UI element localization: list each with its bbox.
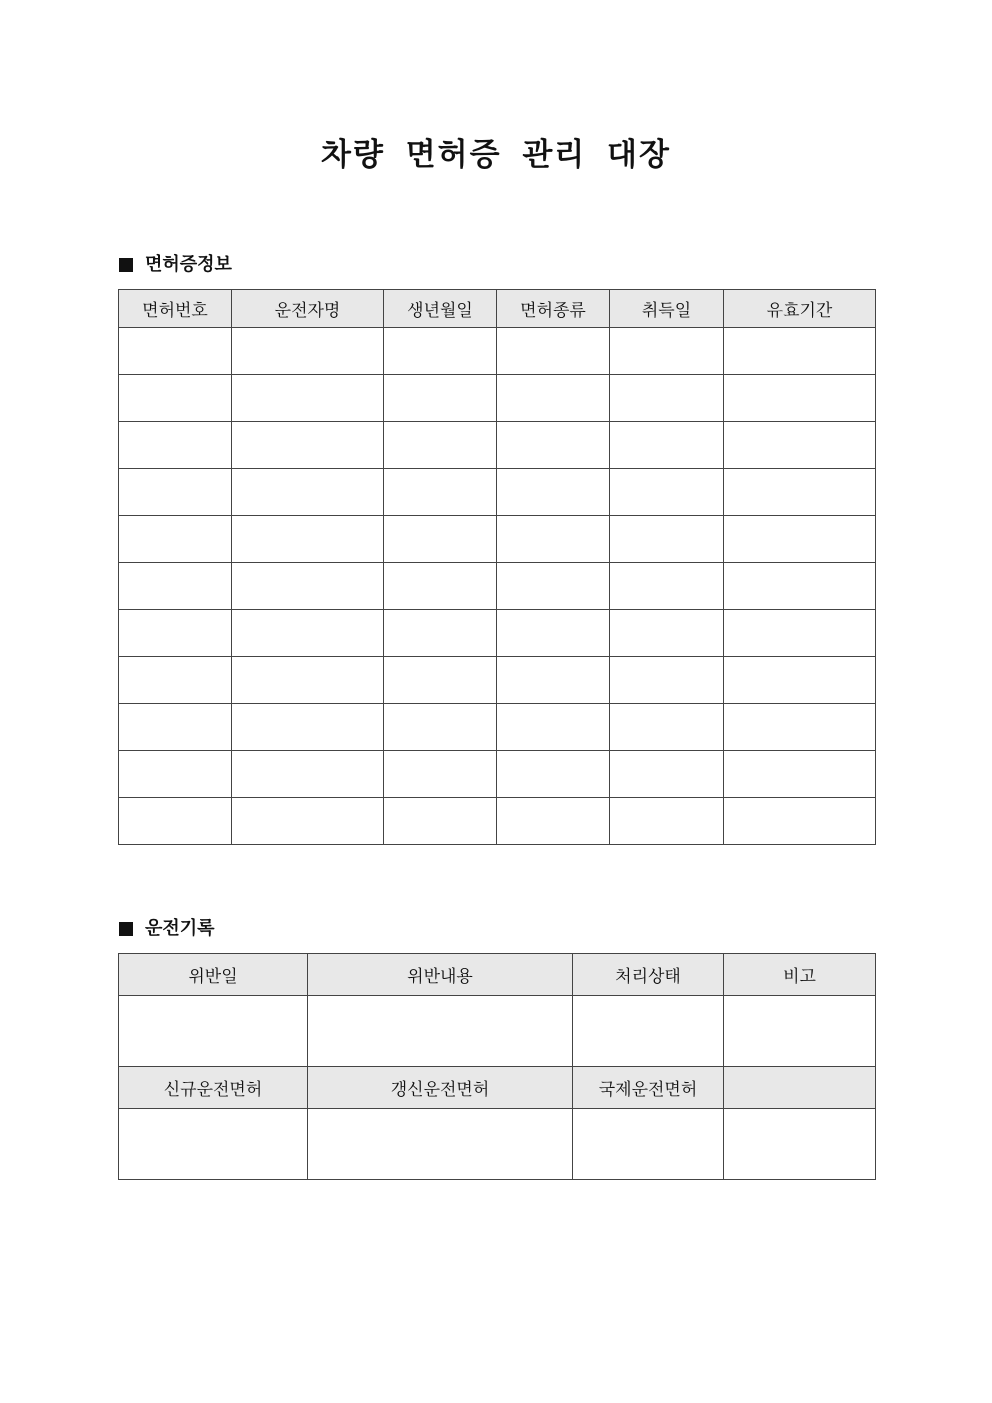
empty-cell[interactable] [232, 798, 384, 845]
empty-cell[interactable] [119, 516, 232, 563]
column-header: 면허종류 [497, 290, 610, 328]
table-row [119, 516, 876, 563]
empty-cell[interactable] [384, 563, 497, 610]
table-row [119, 610, 876, 657]
square-bullet-icon [119, 258, 133, 272]
empty-cell[interactable] [384, 704, 497, 751]
empty-cell[interactable] [497, 657, 610, 704]
driving-record-table [118, 953, 876, 1180]
empty-cell[interactable] [497, 704, 610, 751]
empty-cell[interactable] [384, 751, 497, 798]
section-heading-license [119, 252, 232, 278]
empty-cell[interactable] [119, 469, 232, 516]
empty-cell[interactable] [497, 798, 610, 845]
empty-cell[interactable] [119, 704, 232, 751]
empty-cell[interactable] [119, 610, 232, 657]
license-type-header-row [119, 1067, 876, 1109]
document-title: 차량 면허증 관리 대장 [321, 137, 671, 173]
empty-cell[interactable] [497, 375, 610, 422]
empty-cell[interactable] [610, 328, 724, 375]
empty-cell[interactable] [610, 657, 724, 704]
empty-cell[interactable] [119, 751, 232, 798]
empty-cell[interactable] [610, 422, 724, 469]
column-header: 생년월일 [384, 290, 497, 328]
empty-cell[interactable] [724, 798, 876, 845]
empty-cell[interactable] [384, 657, 497, 704]
empty-cell[interactable] [610, 798, 724, 845]
license-info-table [118, 289, 876, 845]
empty-cell[interactable] [119, 328, 232, 375]
empty-cell[interactable] [497, 328, 610, 375]
column-header: 신규운전면허 [119, 1067, 308, 1109]
empty-cell[interactable] [497, 469, 610, 516]
empty-cell[interactable] [232, 328, 384, 375]
empty-cell[interactable] [232, 469, 384, 516]
record-header-row [119, 954, 876, 996]
empty-cell[interactable] [610, 469, 724, 516]
table-row [119, 375, 876, 422]
empty-cell[interactable] [724, 375, 876, 422]
empty-cell[interactable] [724, 422, 876, 469]
empty-cell[interactable] [610, 610, 724, 657]
section-heading-driving-label: 운전기록 [145, 918, 215, 939]
empty-cell[interactable] [232, 375, 384, 422]
empty-cell[interactable] [232, 422, 384, 469]
empty-cell[interactable] [232, 563, 384, 610]
column-header: 처리상태 [573, 954, 724, 996]
table-row [119, 328, 876, 375]
empty-cell[interactable] [119, 657, 232, 704]
empty-cell[interactable] [384, 516, 497, 563]
empty-cell[interactable] [497, 422, 610, 469]
empty-cell[interactable] [232, 657, 384, 704]
table-row [119, 704, 876, 751]
column-header [724, 1067, 876, 1109]
empty-cell[interactable] [119, 1109, 308, 1180]
column-header: 국제운전면허 [573, 1067, 724, 1109]
empty-cell[interactable] [232, 610, 384, 657]
empty-cell[interactable] [232, 704, 384, 751]
empty-cell[interactable] [724, 516, 876, 563]
empty-cell[interactable] [610, 516, 724, 563]
table-row [119, 657, 876, 704]
empty-cell[interactable] [119, 422, 232, 469]
empty-cell[interactable] [724, 704, 876, 751]
empty-cell[interactable] [308, 1109, 573, 1180]
table-row [119, 996, 876, 1067]
table-row [119, 563, 876, 610]
section-heading-license-label: 면허증정보 [145, 254, 232, 275]
empty-cell[interactable] [119, 375, 232, 422]
empty-cell[interactable] [610, 751, 724, 798]
empty-cell[interactable] [610, 375, 724, 422]
empty-cell[interactable] [573, 1109, 724, 1180]
empty-cell[interactable] [232, 751, 384, 798]
empty-cell[interactable] [384, 610, 497, 657]
table-row [119, 422, 876, 469]
column-header: 위반일 [119, 954, 308, 996]
section-heading-driving [119, 916, 215, 942]
empty-cell[interactable] [724, 563, 876, 610]
empty-cell[interactable] [384, 375, 497, 422]
column-header: 위반내용 [308, 954, 573, 996]
table-row [119, 469, 876, 516]
empty-cell[interactable] [497, 610, 610, 657]
empty-cell[interactable] [610, 704, 724, 751]
empty-cell[interactable] [384, 422, 497, 469]
empty-cell[interactable] [724, 610, 876, 657]
empty-cell[interactable] [232, 516, 384, 563]
empty-cell[interactable] [724, 751, 876, 798]
table-row [119, 1109, 876, 1180]
column-header: 갱신운전면허 [308, 1067, 573, 1109]
empty-cell[interactable] [119, 563, 232, 610]
table-row [119, 798, 876, 845]
empty-cell[interactable] [724, 657, 876, 704]
column-header: 운전자명 [232, 290, 384, 328]
empty-cell[interactable] [724, 996, 876, 1067]
empty-cell[interactable] [308, 996, 573, 1067]
empty-cell[interactable] [497, 751, 610, 798]
empty-cell[interactable] [724, 469, 876, 516]
empty-cell[interactable] [119, 798, 232, 845]
empty-cell[interactable] [724, 328, 876, 375]
empty-cell[interactable] [610, 563, 724, 610]
square-bullet-icon [119, 922, 133, 936]
column-header: 유효기간 [724, 290, 876, 328]
license-header-row [119, 290, 876, 328]
column-header: 면허번호 [119, 290, 232, 328]
empty-cell[interactable] [724, 1109, 876, 1180]
empty-cell[interactable] [384, 469, 497, 516]
empty-cell[interactable] [384, 328, 497, 375]
empty-cell[interactable] [119, 996, 308, 1067]
empty-cell[interactable] [497, 563, 610, 610]
empty-cell[interactable] [384, 798, 497, 845]
empty-cell[interactable] [497, 516, 610, 563]
column-header: 취득일 [610, 290, 724, 328]
column-header: 비고 [724, 954, 876, 996]
empty-cell[interactable] [573, 996, 724, 1067]
table-row [119, 751, 876, 798]
